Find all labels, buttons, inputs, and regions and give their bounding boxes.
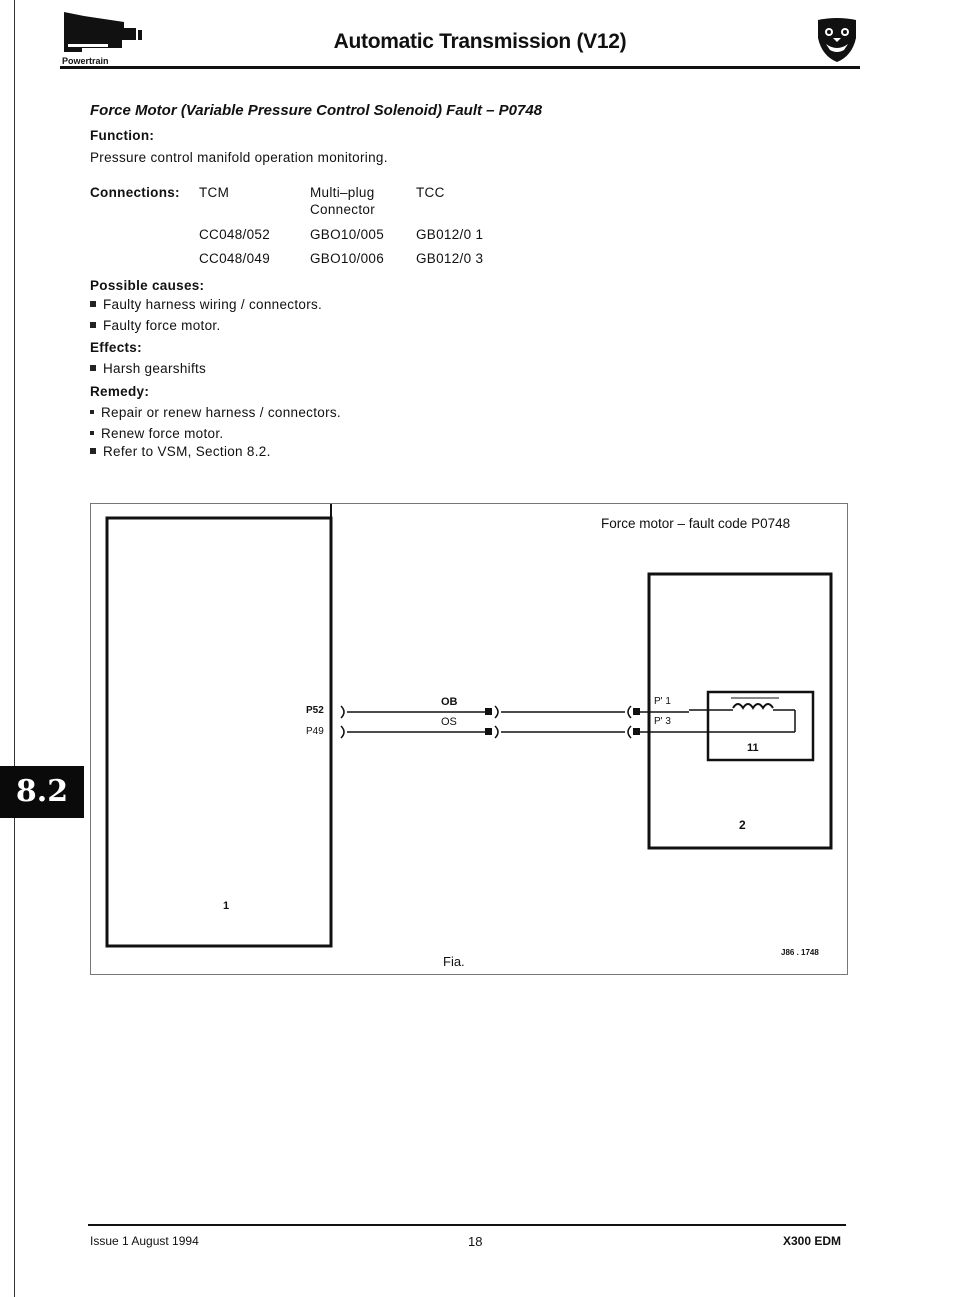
tcm-pin-p52: P52 [306,705,324,716]
list-item: Repair or renew harness / connectors. [90,405,341,420]
function-text: Pressure control manifold operation monitoring. [90,150,388,165]
bullet-icon [90,365,96,371]
jaguar-emblem-icon [812,14,862,64]
figure-ref: J86 . 1748 [781,948,819,957]
force-motor-label: 11 [747,742,759,754]
figure-caption: Force motor – fault code P0748 [601,516,791,531]
wire-label-os: OS [441,716,457,728]
bullet-icon [90,410,94,414]
bullet-icon [90,322,96,328]
conn-row2-tcc: GB012/0 3 [416,251,484,266]
bullet-icon [90,431,94,435]
figure-label: Fia. [443,954,465,969]
list-item: Renew force motor. [90,426,223,441]
wire-label-ob: OB [441,696,458,708]
footer-rule [88,1224,846,1226]
force-motor-box [708,692,813,760]
header-rule [60,66,860,69]
tcc-pin-3: P' 3 [654,716,671,727]
remedy-label: Remedy: [90,384,150,399]
bullet-icon [90,448,96,454]
conn-header-tcc: TCC [416,185,445,200]
section-label: Powertrain [62,56,109,66]
fault-heading: Force Motor (Variable Pressure Control Solenoid) Fault – P0748 [90,102,543,119]
wiring-diagram-frame [90,503,848,975]
page-edge-line [14,0,15,1297]
conn-row1-tcm: CC048/052 [199,227,270,242]
list-item: Faulty harness wiring / connectors. [90,297,322,312]
tcc-label: 2 [739,818,746,832]
causes-label: Possible causes: [90,278,205,293]
connections-label: Connections: [90,185,180,200]
list-item: Refer to VSM, Section 8.2. [90,444,271,459]
function-label: Function: [90,128,155,143]
conn-row2-tcm: CC048/049 [199,251,270,266]
conn-header-multiplug: Multi–plug [310,185,375,200]
tcm-box [107,518,331,946]
section-tab: 8.2 [0,766,84,818]
footer-page-number: 18 [468,1234,483,1249]
tcm-pin-p49: P49 [306,726,324,737]
footer-issue: Issue 1 August 1994 [90,1234,199,1248]
effects-label: Effects: [90,340,142,355]
wiring-diagram [91,504,847,974]
list-item: Faulty force motor. [90,318,221,333]
coil-icon [733,704,773,708]
conn-header-tcm: TCM [199,185,230,200]
tcc-pin-1: P' 1 [654,696,671,707]
conn-header-connector: Connector [310,202,375,217]
tcm-label: 1 [223,900,230,912]
list-item: Harsh gearshifts [90,361,206,376]
page-title: Automatic Transmission (V12) [333,30,627,53]
conn-row2-multiplug: GBO10/006 [310,251,384,266]
footer-doc-code: X300 EDM [783,1234,842,1248]
tcc-box [649,574,831,848]
conn-row1-tcc: GB012/0 1 [416,227,484,242]
bullet-icon [90,301,96,307]
conn-row1-multiplug: GBO10/005 [310,227,384,242]
